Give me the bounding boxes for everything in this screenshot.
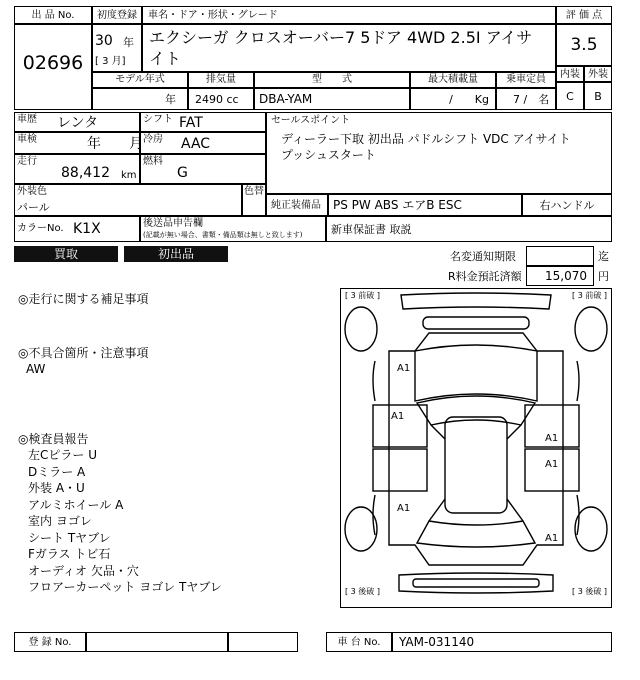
inspector-line: Dミラー A [28, 464, 86, 479]
inspector-line: 外装 A・U [28, 481, 85, 495]
first-reg-label: 初度登録 [97, 10, 137, 21]
chassis-no: YAM-031140 [399, 635, 475, 649]
rear-left-door [373, 449, 427, 491]
sales-point-cell [266, 112, 612, 194]
mileage-cell [14, 154, 140, 184]
front-left-wheel [345, 307, 377, 351]
color-no: K1X [73, 221, 101, 237]
displacement-label: 排気量 [206, 74, 236, 85]
inspector-line: 室内 ヨゴレ [28, 514, 92, 528]
grade-label: 評 価 点 [565, 10, 603, 21]
recolor-label: 色替 [244, 186, 264, 197]
fuel-label: 燃料 [143, 156, 163, 167]
damage-mark: A1 [545, 533, 559, 544]
defects-header: ◎不具合箇所・注意事項 [18, 346, 149, 360]
inspector-line: シート Tヤブレ [28, 530, 111, 545]
damage-mark: A1 [397, 503, 411, 514]
front-damage-tag-right: [ 3 前破 ] [572, 291, 607, 300]
first-listing-badge: 初出品 [124, 246, 228, 262]
reg-no-cell-1 [86, 632, 228, 652]
equipment-label-cell [266, 194, 328, 216]
reg-no-label-cell [14, 632, 86, 652]
model-year-label: モデル年式 [115, 74, 165, 85]
color: パール [17, 201, 50, 214]
interior-grade: C [566, 90, 574, 103]
name-change-unit: 迄 [598, 250, 609, 263]
fuel: G [177, 165, 188, 181]
lot-no-label: 出 品 No. [31, 10, 75, 21]
equipment: PS PW ABS エアB ESC [333, 198, 462, 212]
damage-mark: A1 [397, 363, 411, 374]
first-reg-year: 30 [95, 33, 113, 49]
color-no-label: カラーNo. [17, 223, 64, 234]
inspection-label: 車検 [17, 134, 37, 145]
inspector-line: アルミホイール A [28, 497, 124, 512]
interior-label-cell [556, 66, 584, 82]
ac-label: 冷房 [143, 134, 163, 145]
recycle: 15,070 [545, 269, 587, 283]
inspector-line: フロアーカーペット ヨゴレ Tヤブレ [28, 580, 222, 594]
color-label: 外装色 [17, 186, 47, 197]
front-right-wheel [575, 307, 607, 351]
capacity-label: 乗車定員 [506, 74, 546, 85]
capacity-cell [496, 88, 556, 110]
car-name: エクシーガ クロスオーバー7 5ドア 4WD 2.5I アイサイト [149, 28, 533, 68]
chassis-no-cell [392, 632, 612, 652]
inspector-line: Fガラス トビ石 [28, 547, 111, 561]
shift-label: シフト [143, 114, 173, 125]
front-bumper [401, 293, 551, 309]
inspection-cell [14, 132, 143, 154]
max-load-label-cell [410, 72, 496, 88]
car-diagram-svg [341, 289, 611, 607]
recycle-unit: 円 [598, 270, 609, 283]
steering: 右ハンドル [539, 199, 595, 212]
retrofit-label: 後送品申告欄 [143, 218, 203, 229]
lot-no-label-cell [14, 6, 92, 24]
max-load-label: 最大積載量 [428, 74, 478, 85]
sales-point-label: セールスポイント [271, 115, 351, 126]
name-change-box [526, 246, 594, 266]
car-name-cell [142, 24, 556, 72]
capacity: 7 / 名 [513, 93, 550, 106]
rear-window [417, 521, 535, 547]
color-cell [14, 184, 242, 216]
car-name-label: 車名・ドア・形状・グレード [148, 10, 278, 21]
reg-no-label: 登 録 No. [28, 637, 72, 648]
mileage-label: 走行 [17, 156, 37, 167]
history: レンタ [57, 115, 99, 131]
grade-cell [556, 24, 612, 66]
ac-cell [140, 132, 266, 154]
rear-right-wheel [575, 507, 607, 551]
front-damage-tag: [ 3 前破 ] [345, 291, 380, 300]
retrofit-cell [140, 216, 326, 242]
history-cell [14, 112, 140, 132]
fuel-cell [140, 154, 266, 184]
rear-damage-tag: [ 3 後破 ] [345, 587, 380, 596]
first-reg-month: [ 3 月] [95, 56, 126, 67]
lot-no: 02696 [22, 52, 84, 74]
shift-cell [140, 112, 266, 132]
name-change-label: 名変通知期限 [450, 250, 516, 263]
interior-label: 内装 [560, 69, 580, 80]
model-year-unit: 年 [165, 93, 176, 106]
rear-left-wheel [345, 507, 377, 551]
mileage: 88,412 [61, 165, 110, 181]
displacement-cell [188, 88, 254, 110]
grade: 3.5 [570, 35, 598, 55]
chassis-label: 車 台 No. [337, 637, 381, 648]
capacity-label-cell [496, 72, 556, 88]
lot-no-cell [14, 24, 92, 110]
defects: AW [26, 362, 46, 376]
rear-damage-tag-right: [ 3 後破 ] [572, 587, 607, 596]
interior-grade-cell [556, 82, 584, 110]
max-load: / Kg [449, 93, 489, 106]
shift: FAT [179, 115, 203, 131]
front-grille [423, 317, 529, 329]
car-name-label-cell [142, 6, 556, 24]
model-code-label: 型 式 [312, 74, 352, 85]
model-code: DBA-YAM [259, 92, 313, 106]
color-no-cell [14, 216, 140, 242]
grade-label-cell [556, 6, 612, 24]
mileage-unit: km [121, 170, 137, 181]
driving-notes-header: ◎走行に関する補足事項 [18, 292, 149, 306]
rear-bumper [399, 573, 553, 593]
recycle-label: R料金預託済額 [448, 270, 522, 283]
steering-cell [522, 194, 612, 216]
windshield [417, 396, 535, 425]
roof [445, 417, 507, 513]
hood [415, 345, 537, 401]
inspector-header: ◎検査員報告 [18, 432, 89, 446]
damage-mark: A1 [391, 411, 405, 422]
displacement-label-cell [188, 72, 254, 88]
right-front-fender [577, 361, 579, 401]
damage-mark: A1 [545, 433, 559, 444]
first-reg-label-cell [92, 6, 142, 24]
sales-point-line2: プッシュスタート [281, 148, 376, 162]
inspector-report [28, 447, 222, 596]
retrofit-note: (記載が無い場合、書類・備品類は無しと致します) [143, 231, 303, 239]
equipment-label: 純正装備品 [271, 200, 321, 211]
exterior-label: 外装 [588, 69, 608, 80]
model-year-cell [92, 88, 188, 110]
left-front-fender [373, 361, 375, 401]
exterior-label-cell [584, 66, 612, 82]
inspector-line: オーディオ 欠品・穴 [28, 563, 139, 578]
damage-mark: A1 [545, 459, 559, 470]
purchase-badge: 買取 [14, 246, 118, 262]
warranty: 新車保証書 取説 [331, 223, 412, 236]
reg-no-cell-2 [228, 632, 298, 652]
car-diagram [340, 288, 612, 608]
exterior-grade: B [594, 90, 602, 103]
exterior-grade-cell [584, 82, 612, 110]
history-label: 車歴 [17, 114, 37, 125]
inspection: 年 月 [87, 136, 143, 152]
model-year-label-cell [92, 72, 188, 88]
model-code-label-cell [254, 72, 410, 88]
displacement: 2490 cc [195, 93, 239, 106]
recycle-box [526, 266, 594, 286]
ac: AAC [181, 136, 211, 152]
recolor-cell [242, 184, 266, 216]
equipment-cell [328, 194, 522, 216]
first-reg-cell [92, 24, 142, 72]
inspector-line: 左Cピラー U [28, 448, 97, 462]
first-reg-year-unit: 年 [123, 36, 134, 49]
model-code-cell [254, 88, 410, 110]
sales-point-line1: ディーラー下取 初出品 パドルシフト VDC アイサイト [281, 132, 571, 146]
max-load-cell [410, 88, 496, 110]
chassis-label-cell [326, 632, 392, 652]
warranty-cell [326, 216, 612, 242]
